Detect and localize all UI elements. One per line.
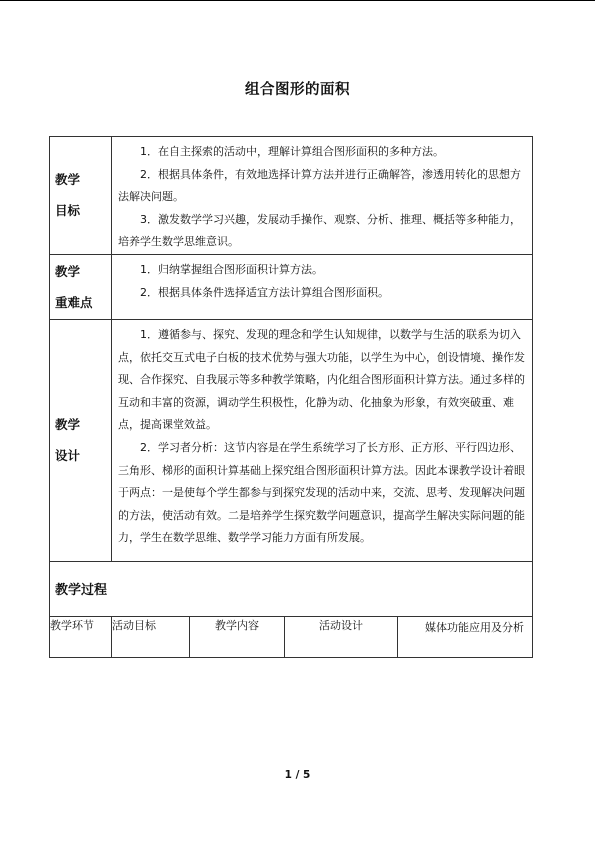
keypoints-row [50,254,533,319]
keypoints-label [50,254,112,319]
design-label [50,319,112,561]
column-header: 活动目标 [112,616,190,657]
keypoints-label-line2: 重难点 [55,294,93,310]
document-title: 组合图形的面积 [245,82,350,98]
lesson-plan-table [49,136,533,658]
goals-label-line1: 教学 [55,172,81,188]
design-item: 2．学习者分析：这节内容是在学生系统学习了长方形、正方形、平行四边形、三角形、梯形的面积计算基础上探究组合图形面积计算方法。因此本课教学设计着眼于两点：一是使每个学生都参与到探究发现的活动中来，交流、思考、发现解决问题的方法，使活动有效。二是培养学生探究数学问题意识，提高学生解决实际问题的能力，学生在数学思维、数学学习能力方面有所发展。 [118,440,525,545]
design-row [50,319,533,561]
keypoints-label-line1: 教学 [55,263,81,279]
column-header: 教学环节 [50,616,112,657]
page-number: 1 / 5 [284,769,311,781]
design-label-line2: 设计 [55,448,81,464]
design-item: 1．遵循参与、探究、发现的理念和学生认知规律，以数学与生活的联系为切入点，依托交互式电子白板的技术优势与强大功能，以学生为中心，创设情境、操作发现、合作探究、自我展示等多种教学策略，内化组合图形面积计算方法。通过多样的互动和丰富的资源，调动学生积极性，化静为动、化抽象为形象，有效突破重、难点，提高课堂效益。 [118,327,525,432]
keypoint-item: 2．根据具体条件选择适宜方法计算组合图形面积。 [140,285,389,299]
column-header: 活动设计 [285,616,398,657]
process-heading: 教学过程 [50,561,533,616]
goal-item: 1．在自主探索的活动中，理解计算组合图形面积的多种方法。 [140,145,444,158]
goals-label [50,137,112,255]
design-content [112,319,533,561]
goals-label-line2: 目标 [55,203,81,219]
design-label-line1: 教学 [55,417,81,433]
goal-item: 3．激发数学学习兴趣，发展动手操作、观察、分析、推理、概括等多种能力，培养学生数学思维意识。 [118,212,521,249]
goals-content [112,137,533,255]
top-rule [0,0,595,1]
keypoints-content [112,254,533,319]
column-header: 媒体功能应用及分析 [398,616,533,657]
goal-item: 2．根据具体条件，有效地选择计算方法并进行正确解答，渗透用转化的思想方法解决问题。 [118,167,521,204]
process-row [50,561,533,616]
keypoint-item: 1．归纳掌握组合图形面积计算方法。 [140,262,323,276]
process-column-headers [50,616,533,657]
column-header: 教学内容 [190,616,285,657]
goals-row [50,137,533,255]
